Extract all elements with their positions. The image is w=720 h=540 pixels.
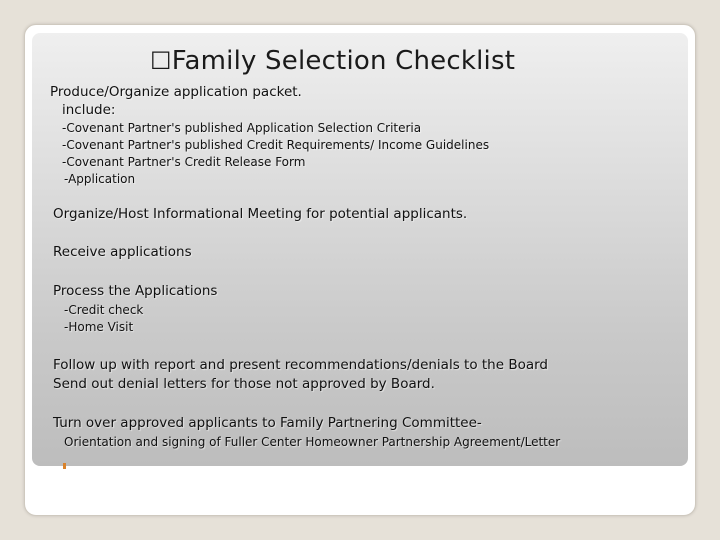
list-item: Orientation and signing of Fuller Center Homeowner Partnership Agreement/Letter	[64, 435, 561, 449]
list-item: include:	[62, 102, 116, 118]
list-item: Organize/Host Informational Meeting for potential applicants.	[53, 206, 468, 222]
bullet-marker	[63, 463, 66, 469]
list-item: -Home Visit	[64, 320, 134, 334]
list-item: Turn over approved applicants to Family Partnering Committee-	[53, 415, 482, 431]
list-item: Receive applications	[53, 244, 192, 260]
list-item: Produce/Organize application packet.	[50, 84, 302, 100]
missing-glyph-box-icon: ☐	[150, 47, 172, 75]
slide-title-text: Family Selection Checklist	[171, 46, 516, 76]
list-item: -Covenant Partner's Credit Release Form	[62, 155, 306, 169]
list-item: Follow up with report and present recommendations/denials to the Board	[53, 357, 548, 373]
list-item: Process the Applications	[53, 283, 218, 299]
list-item: -Covenant Partner's published Application Selection Criteria	[62, 121, 422, 135]
slide-title	[150, 46, 515, 76]
list-item: -Covenant Partner's published Credit Requirements/ Income Guidelines	[62, 138, 490, 152]
list-item: -Credit check	[64, 303, 144, 317]
list-item: Send out denial letters for those not approved by Board.	[53, 376, 435, 392]
list-item: -Application	[64, 172, 136, 186]
